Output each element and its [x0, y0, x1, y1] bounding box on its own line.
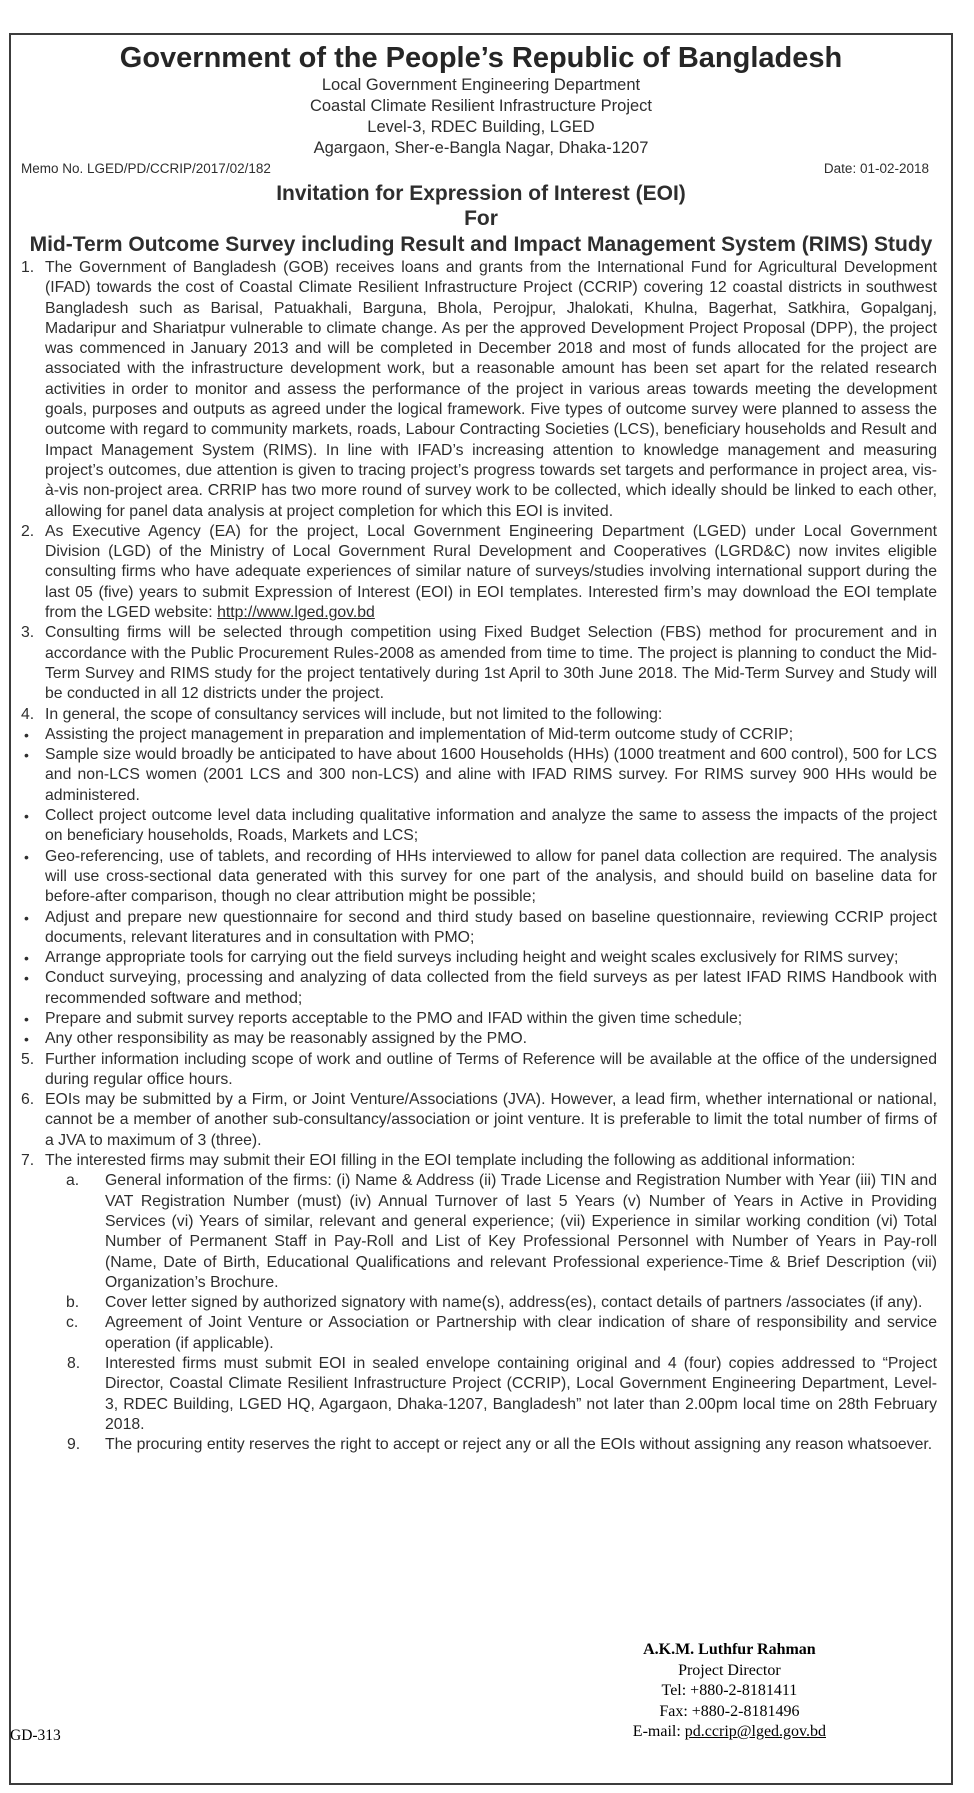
email-line — [633, 1722, 826, 1743]
bullet-icon: • — [24, 808, 29, 825]
notice-title: Invitation for Expression of Interest (EOI) — [276, 182, 686, 205]
address-line: Agargaon, Sher-e-Bangla Nagar, Dhaka-1207 — [313, 139, 649, 157]
paragraph-9 — [21, 1435, 937, 1455]
item-number: 3. — [21, 624, 35, 642]
project-line: Coastal Climate Resilient Infrastructure Project — [309, 97, 653, 115]
sub-item-label: b. — [66, 1294, 80, 1312]
fax: Fax: +880-2-8181496 — [659, 1702, 800, 1720]
paragraph-text: The Government of Bangladesh (GOB) receives loans and grants from the International Fund for Agricultural Development (IFAD) towards the cost of Coastal Climate Resilient Infrastructure Project (CCRIP) covering 12 coastal districts in southwest Bangladesh such as Barisal, Patuakhali, Barguna, Bhola, Perojpur, Jhalokati, Khulna, Bagerhat, Satkhira, Gopalganj, Madaripur and Shariatpur vulnerable to climate change. As per the approved Development Project Proposal (DPP), the project was commenced in January 2013 and will be completed in December 2018 and most of funds allocated for the project are associated with the infrastructure development work, but a reasonable amount has been set apart for the related research activities in order to monitor and assess the performance of the project in various areas towards meeting the development goals, purposes and outputs as agreed under the logical framework. Five types of outcome survey were planned to assess the outcome with regard to community markets, roads, Labour Contracting Societies (LCS), beneficiary households and Result and Impact Management System (RIMS). In line with IFAD’s increasing attention to knowledge management and measuring project’s outcomes, due attention is given to tracing project’s progress towards set targets and performance in project area, vis-à-vis non-project area. CRRIP has two more round of survey work to be collected, which ideally should be linked to each other, allowing for panel data analysis at project completion for which this EOI is invited. — [45, 259, 937, 520]
item-number: 7. — [21, 1152, 35, 1170]
item-number: 1. — [21, 259, 35, 276]
paragraph-text: The procuring entity reserves the right to accept or reject any or all the EOIs without assigning any reason whatsoever. — [105, 1436, 933, 1454]
bullet-text: Sample size would broadly be anticipated to have about 1600 Households (HHs) (1000 treatment and 600 control), 500 for LCS and non-LCS women (2001 LCS and 300 non-LCS) and aline with IFAD RIMS survey. For RIMS survey 900 HHs would be administered. — [45, 746, 937, 804]
item-number: 5. — [21, 1050, 35, 1068]
bullet-text: Collect project outcome level data including qualitative information and analyze the same to assess the impacts of the project on beneficiary households, Roads, Markets and LCS; — [45, 807, 937, 845]
notice-body — [11, 258, 951, 1456]
item-number: 6. — [21, 1091, 35, 1109]
paragraph-text: As Executive Agency (EA) for the project, Local Government Engineering Department (LGED) under Local Government Division (LGD) of the Ministry of Local Government Rural Development and Cooperatives (LGRD&C) now invites eligible consulting firms who have adequate experiences of similar nature of surveys/studies involving international support during the last 05 (five) years to submit Expression of Interest (EOI) in EOI templates. Interested firm’s may download the EOI template from the LGED website: — [45, 522, 937, 622]
sub-item-text: Agreement of Joint Venture or Association or Partnership with clear indication of share of responsibility and service operation (if applicable). — [105, 1314, 937, 1352]
item-number: 2. — [21, 522, 35, 540]
telephone: Tel: +880-2-8181411 — [661, 1682, 798, 1699]
paragraph-1 — [21, 258, 937, 522]
memo-number: Memo No. LGED/PD/CCRIP/2017/02/182 — [21, 161, 271, 176]
bullet-item — [21, 948, 937, 968]
bullet-item — [21, 806, 937, 847]
signature-block — [633, 1640, 826, 1743]
lged-website-link[interactable]: http://www.lged.gov.bd — [217, 604, 375, 622]
email-label: E-mail: — [632, 1723, 685, 1740]
notice-for: For — [464, 207, 498, 230]
bullet-item — [21, 847, 937, 908]
memo-row — [21, 159, 941, 181]
bullet-text: Adjust and prepare new questionnaire for second and third study based on baseline questionnaire, reviewing CCRIP project documents, relevant literatures and in consultation with PMO; — [45, 908, 937, 946]
paragraph-text: In general, the scope of consultancy services will include, but not limited to the following: — [45, 705, 663, 723]
memo-date: Date: 01-02-2018 — [823, 161, 929, 176]
letterhead — [11, 41, 951, 159]
bullet-icon: • — [24, 950, 29, 967]
bullet-text: Any other responsibility as may be reasonably assigned by the PMO. — [45, 1030, 528, 1048]
bullet-item — [21, 1029, 937, 1049]
sub-item-label: a. — [66, 1172, 80, 1190]
signatory-name: A.K.M. Luthfur Rahman — [643, 1641, 816, 1658]
item-number: 4. — [21, 705, 35, 723]
paragraph-8 — [21, 1354, 937, 1435]
sub-item-b — [21, 1293, 937, 1313]
bullet-text: Conduct surveying, processing and analyzing of data collected from the field surveys as per latest IFAD RIMS Handbook with recommended software and method; — [45, 969, 937, 1007]
bullet-item — [21, 1009, 937, 1029]
paragraph-text: Consulting firms will be selected through competition using Fixed Budget Selection (FBS) method for procurement and in accordance with the Public Procurement Rules-2008 as amended from time to time. The project is planning to conduct the Mid-Term Survey and RIMS study for the project tentatively during 1st April to 30th June 2018. The Mid-Term Survey and Study will be conducted in all 12 districts under the project. — [45, 624, 937, 703]
paragraph-5 — [21, 1050, 937, 1091]
sub-item-a — [21, 1171, 937, 1293]
notice-subject: Mid-Term Outcome Survey including Result and Impact Management System (RIMS) Study — [29, 233, 933, 256]
government-title: Government of the People’s Republic of Bangladesh — [119, 42, 843, 74]
bullet-item — [21, 745, 937, 806]
bullet-text: Geo-referencing, use of tablets, and recording of HHs interviewed to allow for panel data collection are required. The analysis will use cross-sectional data generated with this survey for one part of the analysis, and should build on baseline data for before-after comparison, though no clear attribution might be possible; — [45, 847, 937, 906]
department-line: Local Government Engineering Department — [321, 76, 641, 94]
bullet-text: Assisting the project management in preparation and implementation of Mid-term outcome study of CCRIP; — [45, 725, 794, 743]
bullet-text: Arrange appropriate tools for carrying out the field surveys including height and weight scales exclusively for RIMS survey; — [45, 949, 899, 967]
bullet-icon: • — [24, 726, 29, 743]
sub-item-label: c. — [66, 1314, 79, 1332]
paragraph-text: EOIs may be submitted by a Firm, or Joint Venture/Associations (JVA). However, a lead firm, whether international or national, cannot be a member of another sub-consultancy/association or joint venture. It is preferable to limit the total number of firms of a JVA to maximum of 3 (three). — [45, 1091, 937, 1149]
item-number: 8. — [67, 1355, 81, 1373]
sub-item-text: General information of the firms: (i) Name & Address (ii) Trade License and Registration Number with Year (iii) TIN and VAT Registration Number (must) (iv) Annual Turnover of last 5 Years (v) Number of Years in Active in Providing Services (vi) Years of similar, relevant and general experience; (vii) Experience in similar working condition (vi) Total Number of Permanent Staff in Pay-Roll and List of Key Professional Personnel with Number of Years in Pay-roll (Name, Date of Birth, Educational Qualifications and relevant Professional experience-Time & Brief Description (vii) Organization’s Brochure. — [105, 1172, 937, 1291]
bullet-icon: • — [24, 909, 29, 926]
paragraph-3 — [21, 623, 937, 704]
bullet-text: Prepare and submit survey reports acceptable to the PMO and IFAD within the given time schedule; — [45, 1009, 743, 1027]
paragraph-text: The interested firms may submit their EOI filling in the EOI template including the following as additional information: — [45, 1152, 856, 1170]
email-link[interactable]: pd.ccrip@lged.gov.bd — [684, 1723, 826, 1740]
building-line: Level-3, RDEC Building, LGED — [367, 118, 595, 136]
paragraph-7 — [21, 1151, 937, 1171]
paragraph-text: Further information including scope of work and outline of Terms of Reference will be available at the office of the undersigned during regular office hours. — [45, 1050, 937, 1088]
sub-item-text: Cover letter signed by authorized signatory with name(s), address(es), contact details of partners /associates (if any). — [105, 1294, 923, 1312]
signatory-designation: Project Director — [678, 1661, 781, 1679]
bullet-icon: • — [24, 1010, 29, 1027]
paragraph-2 — [21, 522, 937, 623]
gd-code: GD-313 — [10, 1727, 61, 1744]
bullet-icon: • — [24, 848, 29, 865]
bullet-item — [21, 908, 937, 949]
bullet-item — [21, 725, 937, 745]
item-number: 9. — [67, 1436, 81, 1454]
bullet-item — [21, 968, 937, 1009]
bullet-icon: • — [24, 1031, 29, 1048]
paragraph-text: Interested firms must submit EOI in sealed envelope containing original and 4 (four) copies addressed to “Project Director, Coastal Climate Resilient Infrastructure Project (CCRIP), Local Government Engineering Department, Level-3, RDEC Building, LGED HQ, Agargaon, Dhaka-1207, Bangladesh” not later than 2.00pm local time on 28th February 2018. — [105, 1355, 937, 1433]
bullet-icon: • — [24, 747, 29, 764]
paragraph-6 — [21, 1090, 937, 1151]
bullet-icon: • — [24, 970, 29, 987]
sub-item-c — [21, 1313, 937, 1354]
notice-frame — [9, 33, 953, 1785]
paragraph-4 — [21, 705, 937, 725]
